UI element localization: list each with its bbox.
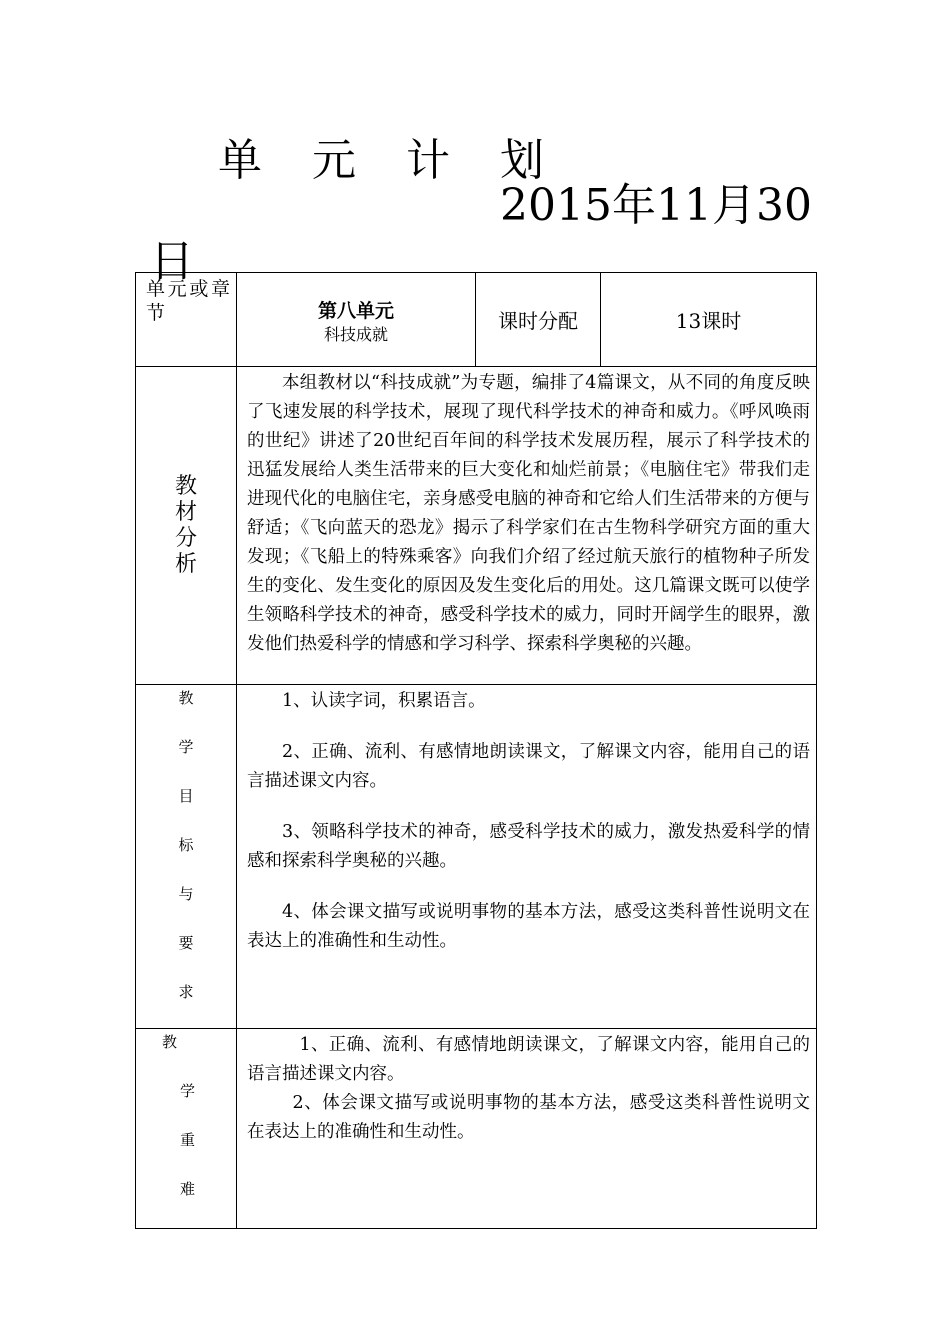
date-line-1: 2015年11月30: [500, 180, 812, 231]
goal-item: 2、正确、流利、有感情地朗读课文，了解课文内容，能用自己的语言描述课文内容。: [247, 742, 810, 791]
unit-label: 单元或章 节: [136, 273, 237, 367]
unit-subtitle: 科技成就: [323, 324, 388, 344]
goals-label-char: 学: [178, 738, 194, 756]
goals-row: [136, 685, 817, 1029]
material-text: 本组教材以“科技成就”为专题，编排了4篇课文，从不同的角度反映了飞速发展的科学技术，展现了现代科学技术的神奇和威力。《呼风唤雨的世纪》讲述了20世纪百年间的科学技术发展历程，展示了科学技术的迅猛发展给人类生活带来的巨大变化和灿烂前景；《电脑住宅》带我们走进现代化的电脑住宅，亲身感受电脑的神奇和它给人们生活带来的方便与舒适；《飞向蓝天的恐龙》揭示了科学家们在古生物科学研究方面的重大发现；《飞船上的特殊乘客》向我们介绍了经过航天旅行的植物种子所发生的变化、发生变化的原因及发生变化后的用处。这几篇课文既可以使学生领略科学技术的神奇，感受科学技术的威力，同时开阔学生的眼界，激发他们热爱科学的情感和学习科学、探索科学奥秘的兴趣。: [247, 373, 810, 654]
difficulties-label-char: 难: [180, 1180, 196, 1198]
material-label-char: 分: [174, 525, 197, 551]
difficulties-label-char: 教: [162, 1033, 178, 1051]
hours-value: 13课时: [601, 273, 817, 367]
goals-label-char: 教: [178, 689, 194, 707]
material-label-char: 材: [174, 499, 197, 525]
goals-label-char: 求: [178, 983, 194, 1001]
material-row: [136, 367, 817, 685]
material-analysis: [237, 367, 817, 685]
goal-item: 1、认读字词，积累语言。: [282, 691, 486, 711]
goal-item: 4、体会课文描写或说明事物的基本方法，感受这类科普性说明文在表达上的准确性和生动性。: [247, 902, 810, 951]
goals-content: [237, 685, 817, 1029]
goals-label-char: 目: [178, 787, 194, 805]
material-label: [136, 367, 237, 685]
difficulty-item: 1、正确、流利、有感情地朗读课文，了解课文内容，能用自己的语言描述课文内容。: [247, 1035, 810, 1084]
date-line-2: 日: [150, 236, 194, 287]
unit-name-cell: [237, 273, 476, 367]
goals-label-char: 要: [178, 934, 194, 952]
difficulties-label-char: 学: [180, 1082, 196, 1100]
page-title: 单 元 计 划: [218, 135, 562, 186]
goal-item: 3、领略科学技术的神奇，感受科学技术的威力，激发热爱科学的情感和探索科学奥秘的兴趣。: [247, 822, 810, 871]
difficulties-row: [136, 1029, 817, 1229]
difficulty-item: 2、体会课文描写或说明事物的基本方法，感受这类科普性说明文在表达上的准确性和生动性。: [247, 1093, 810, 1142]
unit-plan-table: [135, 272, 817, 1229]
unit-row: [136, 273, 817, 367]
unit-title: 第八单元: [317, 299, 394, 322]
difficulties-label-char: 重: [180, 1131, 196, 1149]
hours-label: 课时分配: [476, 273, 601, 367]
goals-label: [136, 685, 237, 1029]
goals-label-char: 与: [178, 885, 194, 903]
difficulties-label: [136, 1029, 237, 1229]
difficulties-content: [237, 1029, 817, 1229]
goals-label-char: 标: [178, 836, 194, 854]
material-label-char: 教: [174, 473, 197, 499]
material-label-char: 析: [174, 551, 197, 577]
